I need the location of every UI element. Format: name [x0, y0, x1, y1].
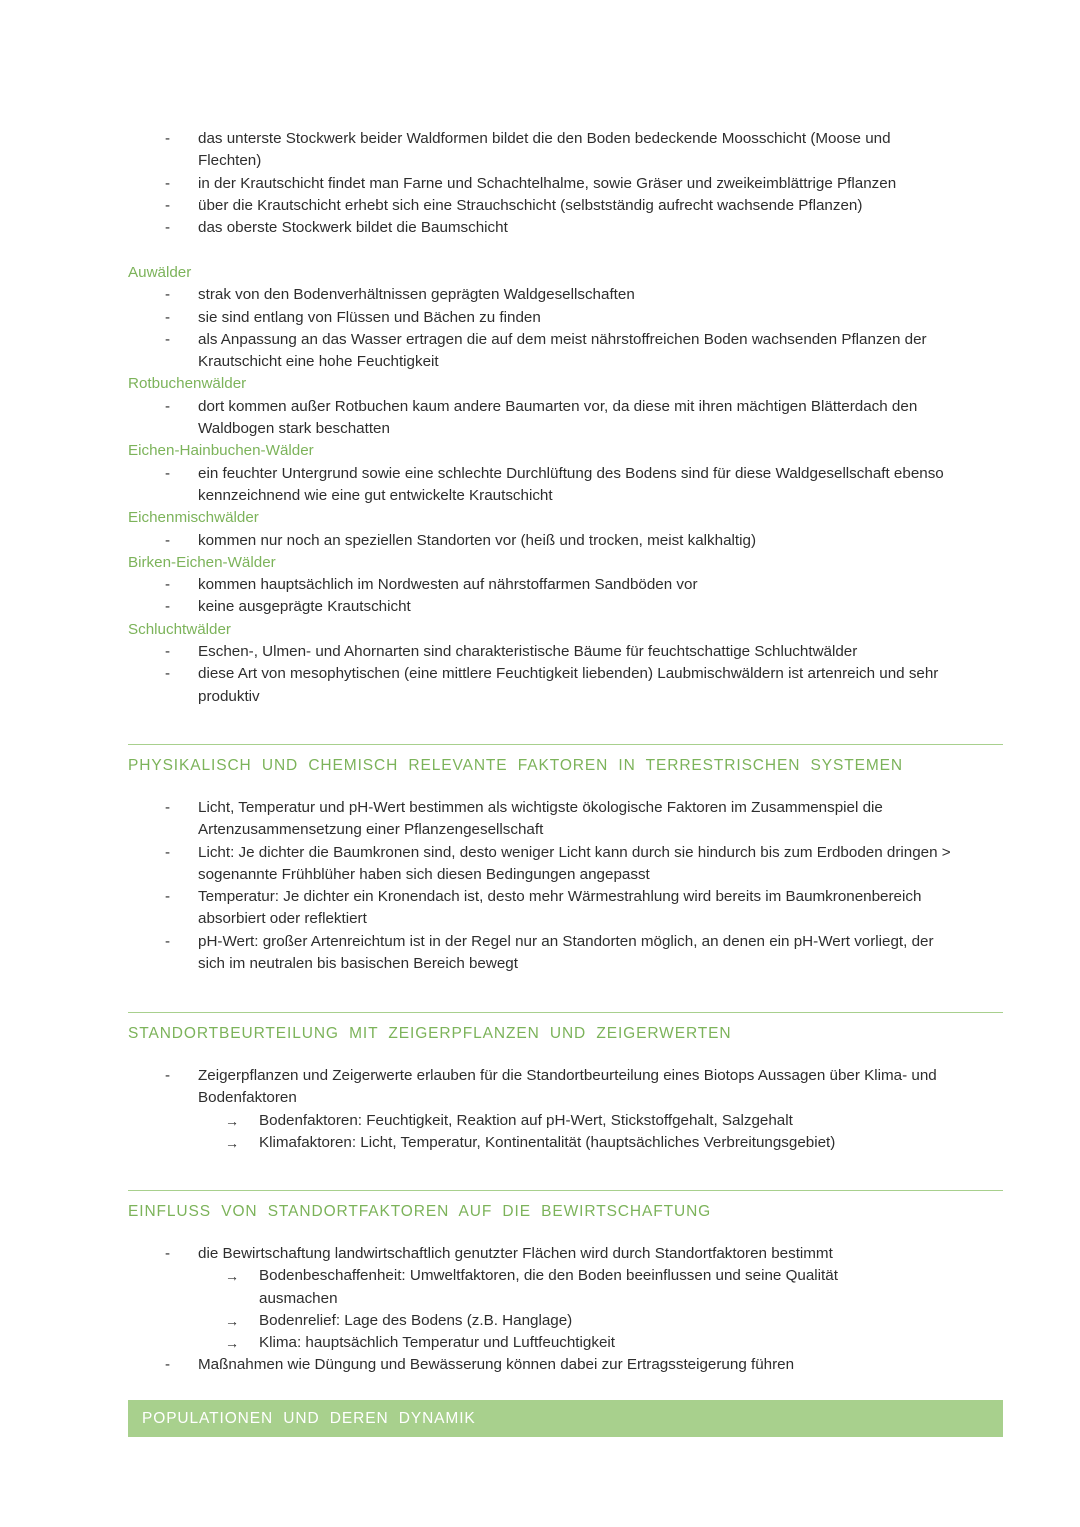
forest-list-eichenmischwaelder	[0, 530, 1080, 552]
forest-heading-eichenmischwaelder: Eichenmischwälder	[128, 509, 259, 527]
list-item: - das oberste Stockwerk bildet die Baumschicht	[198, 217, 958, 239]
forest-heading-rotbuchenwaelder: Rotbuchenwälder	[128, 375, 247, 393]
list-item: - das unterste Stockwerk beider Waldformen bildet die den Boden bedeckende Moosschicht (Moose und Flechten)	[198, 128, 958, 173]
section-title-management: EINFLUSS VON STANDORTFAKTOREN AUF DIE BEWIRTSCHAFTUNG	[128, 1203, 712, 1220]
list-item: - Temperatur: Je dichter ein Kronendach ist, desto mehr Wärmestrahlung wird bereits im Baumkronenbereich absorbiert oder reflektiert	[198, 886, 958, 931]
list-item: - sie sind entlang von Flüssen und Bächen zu finden	[198, 307, 958, 329]
list-item: - über die Krautschicht erhebt sich eine Strauchschicht (selbstständig aufrecht wachsende Pflanzen)	[198, 195, 958, 217]
list-item	[198, 1065, 958, 1154]
list-item: - diese Art von mesophytischen (eine mittlere Feuchtigkeit liebenden) Laubmischwäldern ist artenreich und sehr produktiv	[198, 663, 958, 708]
list-item: - in der Krautschicht findet man Farne und Schachtelhalme, sowie Gräser und zweikeimblättrige Pflanzen	[198, 173, 958, 195]
indicator-sublist	[198, 1110, 958, 1155]
list-item: - kommen nur noch an speziellen Standorten vor (heiß und trocken, meist kalkhaltig)	[198, 530, 958, 552]
management-sublist	[198, 1265, 958, 1354]
list-item: - keine ausgeprägte Krautschicht	[198, 596, 958, 618]
arrow-item: → Bodenrelief: Lage des Bodens (z.B. Hanglage)	[259, 1310, 919, 1332]
forest-list-auwaelder	[0, 284, 1080, 373]
section-title-indicator: STANDORTBEURTEILUNG MIT ZEIGERPFLANZEN UND ZEIGERWERTEN	[128, 1025, 732, 1042]
chapter-banner	[128, 1400, 1003, 1437]
forest-heading-schluchtwaelder: Schluchtwälder	[128, 620, 231, 638]
forest-heading-auwaelder: Auwälder	[128, 264, 192, 281]
list-item: - Licht: Je dichter die Baumkronen sind, desto weniger Licht kann durch sie hindurch bis zum Erdboden dringen > sogenannte Frühblüher haben sich diesen Bedingungen angepasst	[198, 842, 958, 887]
intro-list	[0, 128, 1080, 239]
management-list	[0, 1243, 1080, 1377]
section-title-physical: PHYSIKALISCH UND CHEMISCH RELEVANTE FAKTOREN IN TERRESTRISCHEN SYSTEMEN	[128, 757, 903, 774]
list-item: - strak von den Bodenverhältnissen geprägten Waldgesellschaften	[198, 284, 958, 306]
indicator-list	[0, 1065, 1080, 1154]
forest-list-eichen-hainbuchen	[0, 463, 1080, 508]
arrow-item: → Bodenbeschaffenheit: Umweltfaktoren, die den Boden beeinflussen und seine Qualität ausmachen	[259, 1265, 919, 1310]
list-item: - ein feuchter Untergrund sowie eine schlechte Durchlüftung des Bodens sind für diese Waldgesellschaft ebenso kennzeichnend wie eine gut entwickelte Krautschicht	[198, 463, 958, 508]
forest-list-schluchtwaelder	[0, 641, 1080, 708]
forest-list-rotbuchenwaelder	[0, 396, 1080, 441]
list-item-text: die Bewirtschaftung landwirtschaftlich genutzter Flächen wird durch Standortfaktoren bestimmt	[198, 1245, 833, 1262]
list-item: - pH-Wert: großer Artenreichtum ist in der Regel nur an Standorten möglich, an denen ein pH-Wert vorliegt, der sich im neutralen bis basischen Bereich bewegt	[198, 931, 958, 976]
arrow-item: → Klimafaktoren: Licht, Temperatur, Kontinentalität (hauptsächliches Verbreitungsgebiet)	[259, 1132, 919, 1154]
arrow-item: → Klima: hauptsächlich Temperatur und Luftfeuchtigkeit	[259, 1332, 919, 1354]
arrow-item: → Bodenfaktoren: Feuchtigkeit, Reaktion auf pH-Wert, Stickstoffgehalt, Salzgehalt	[259, 1110, 919, 1132]
section-divider	[128, 1012, 1003, 1013]
indicator-section	[0, 1065, 1080, 1154]
forest-list-birken-eichen	[0, 574, 1080, 619]
list-item: - Eschen-, Ulmen- und Ahornarten sind charakteristische Bäume für feuchtschattige Schluchtwälder	[198, 641, 958, 663]
chapter-banner-title: POPULATIONEN UND DEREN DYNAMIK	[142, 1410, 476, 1427]
forest-heading-eichen-hainbuchen: Eichen-Hainbuchen-Wälder	[128, 442, 314, 460]
physical-factors-list	[0, 797, 1080, 975]
section-divider	[128, 744, 1003, 745]
forest-heading-birken-eichen: Birken-Eichen-Wälder	[128, 553, 276, 571]
list-item: - Licht, Temperatur und pH-Wert bestimmen als wichtigste ökologische Faktoren im Zusammenspiel die Artenzusammensetzung einer Pflanzengesellschaft	[198, 797, 958, 842]
forest-types-section	[0, 262, 1080, 708]
physical-factors-section	[0, 797, 1080, 975]
list-item: - als Anpassung an das Wasser ertragen die auf dem meist nährstoffreichen Boden wachsenden Pflanzen der Krautschicht eine hohe Feuchtigkeit	[198, 329, 958, 374]
list-item: - kommen hauptsächlich im Nordwesten auf nährstoffarmen Sandböden vor	[198, 574, 958, 596]
list-item: - Maßnahmen wie Düngung und Bewässerung können dabei zur Ertragssteigerung führen	[198, 1354, 958, 1376]
management-section	[0, 1243, 1080, 1377]
section-divider	[128, 1190, 1003, 1191]
list-item-text: Zeigerpflanzen und Zeigerwerte erlauben für die Standortbeurteilung eines Biotops Aussagen über Klima- und Bodenfaktoren	[198, 1067, 937, 1107]
intro-section	[0, 128, 1080, 239]
list-item	[198, 1243, 958, 1354]
list-item: - dort kommen außer Rotbuchen kaum andere Baumarten vor, da diese mit ihren mächtigen Blätterdach den Waldbogen stark beschatten	[198, 396, 958, 441]
